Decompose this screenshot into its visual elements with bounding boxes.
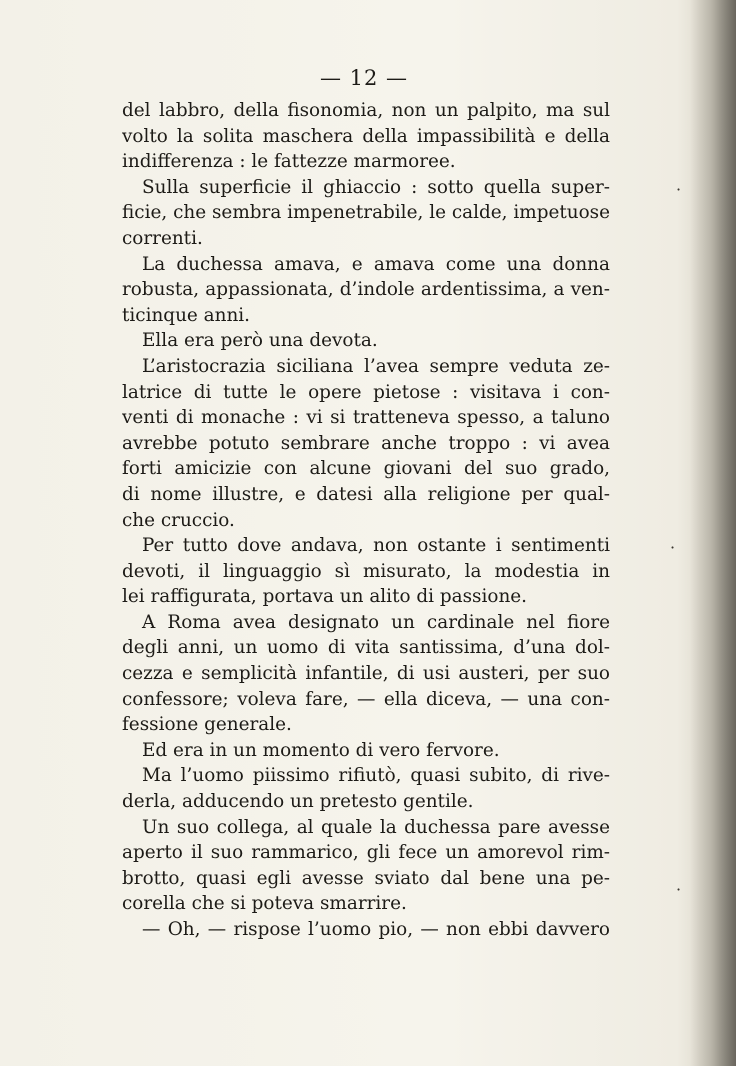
text-line: A Roma avea designato un cardinale nel fiore xyxy=(142,611,610,633)
margin-speck: · xyxy=(676,180,682,199)
text-line: — Oh, — rispose l’uomo pio, — non ebbi davvero xyxy=(142,919,610,940)
text-line: Un suo collega, al quale la duchessa pare avesse xyxy=(142,816,610,838)
text-line: Ed era in un momento di vero fervore. xyxy=(142,739,500,761)
text-line: derla, adducendo un pretesto gentile. xyxy=(122,791,474,813)
text-line: La duchessa amava, e amava come una donna xyxy=(142,253,610,275)
text-line: che cruccio. xyxy=(122,509,235,531)
text-line: ficie, che sembra impenetrabile, le calde, impetuose xyxy=(122,202,610,224)
text-line: robusta, appassionata, d’indole ardentissima, a ven- xyxy=(122,279,610,301)
text-line: del labbro, della fisonomia, non un palpito, ma sul xyxy=(122,100,610,121)
text-line: Ma l’uomo piissimo rifiutò, quasi subito, di rive- xyxy=(142,765,610,787)
text-line: fessione generale. xyxy=(122,714,292,736)
text-line: venti di monache : vi si tratteneva spesso, a taluno xyxy=(122,407,610,429)
text-line: ticinque anni. xyxy=(122,304,251,326)
text-line: forti amicizie con alcune giovani del suo grado, xyxy=(122,458,610,480)
text-line: latrice di tutte le opere pietose : visitava i con- xyxy=(122,381,610,403)
text-line: avrebbe potuto sembrare anche troppo : vi avea xyxy=(122,432,610,454)
text-line: cezza e semplicità infantile, di usi austeri, per suo xyxy=(122,663,610,685)
text-line: lei raffigurata, portava un alito di passione. xyxy=(122,586,528,608)
text-line: corella che si poteva smarrire. xyxy=(122,893,407,915)
text-line: indifferenza : le fattezze marmoree. xyxy=(122,151,456,173)
text-line: di nome illustre, e datesi alla religione per qual- xyxy=(122,483,610,505)
page-number: — 12 — xyxy=(319,66,409,90)
text-line: Per tutto dove andava, non ostante i sentimenti xyxy=(142,535,610,557)
text-line: devoti, il linguaggio sì misurato, la modestia in xyxy=(122,560,610,582)
text-line: confessore; voleva fare, — ella diceva, — una con- xyxy=(122,688,610,710)
margin-speck: · xyxy=(676,880,682,899)
text-line: Ella era però una devota. xyxy=(142,330,378,352)
body-text xyxy=(122,98,610,943)
text-line: correnti. xyxy=(122,227,203,249)
text-line: Sulla superficie il ghiaccio : sotto quella super- xyxy=(142,176,610,198)
page-spine-shadow xyxy=(690,0,736,1066)
text-line: L’aristocrazia siciliana l’avea sempre veduta ze- xyxy=(142,355,610,377)
text-line: brotto, quasi egli avesse sviato dal bene una pe- xyxy=(122,867,610,889)
margin-speck: · xyxy=(670,538,676,557)
text-line: volto la solita maschera della impassibilità e della xyxy=(122,125,610,147)
text-line: aperto il suo rammarico, gli fece un amorevol rim- xyxy=(122,842,610,864)
text-line: degli anni, un uomo di vita santissima, d’una dol- xyxy=(122,637,610,659)
